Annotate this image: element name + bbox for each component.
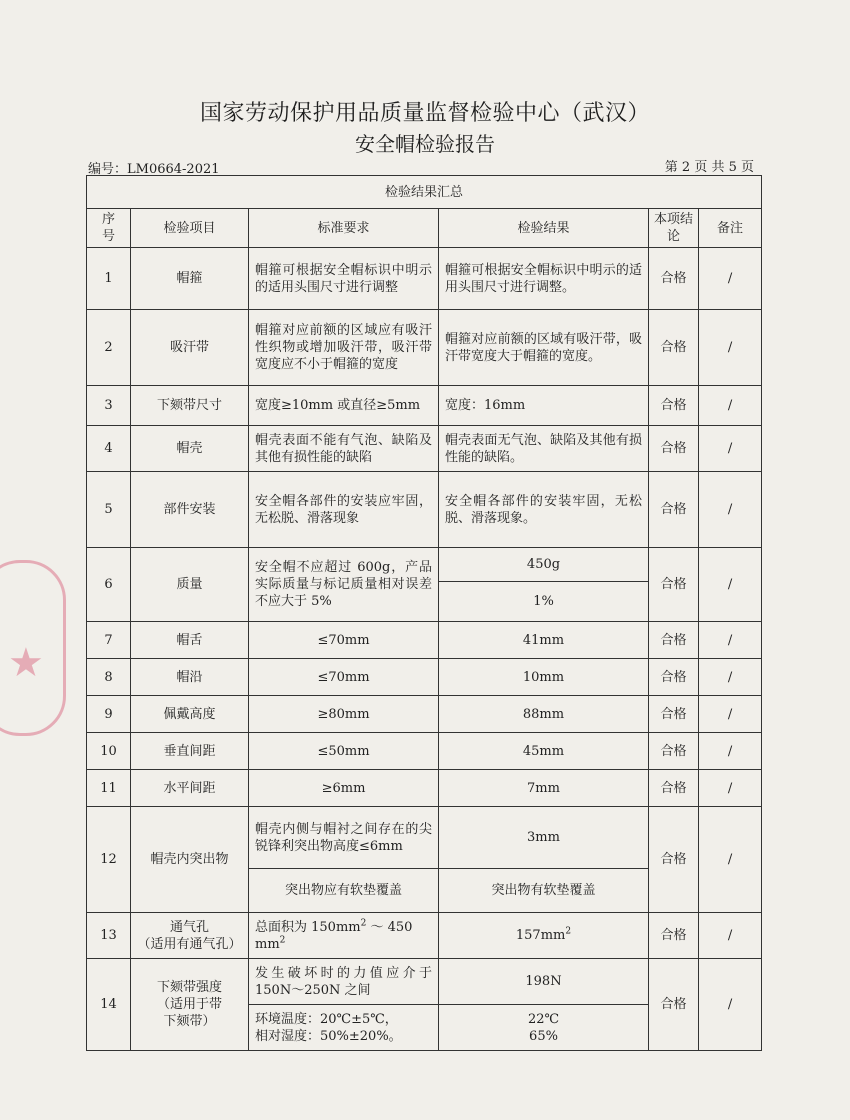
table-header-row <box>87 209 762 248</box>
row-conclusion: 合格 <box>649 548 699 622</box>
table-row <box>87 472 762 548</box>
report-number: 编号：LM0664-2021 <box>88 162 220 177</box>
table-row <box>87 386 762 426</box>
row-conclusion: 合格 <box>649 426 699 472</box>
row-conclusion: 合格 <box>649 807 699 913</box>
row-item <box>131 913 249 959</box>
row-conclusion: 合格 <box>649 913 699 959</box>
row-conclusion: 合格 <box>649 733 699 770</box>
result-temp: 22℃ <box>527 1011 560 1027</box>
row-standard-height: 帽壳内侧与帽衬之间存在的尖锐锋利突出物高度≤6mm <box>249 807 439 869</box>
row-item: 水平间距 <box>131 770 249 807</box>
row-conclusion: 合格 <box>649 696 699 733</box>
row-remark: / <box>699 807 762 913</box>
row-item: 帽箍 <box>131 248 249 310</box>
env-humidity: 相对湿度：50%±20%。 <box>255 1028 402 1044</box>
row-result: 帽壳表面无气泡、缺陷及其他有损性能的缺陷。 <box>439 426 649 472</box>
row-conclusion: 合格 <box>649 959 699 1051</box>
row-remark: / <box>699 248 762 310</box>
table-row <box>87 426 762 472</box>
row-item: 帽壳内突出物 <box>131 807 249 913</box>
row-standard: 安全帽各部件的安装应牢固，无松脱、滑落现象 <box>249 472 439 548</box>
row-remark: / <box>699 959 762 1051</box>
row-result: 10mm <box>439 659 649 696</box>
row-result: 帽箍可根据安全帽标识中明示的适用头围尺寸进行调整。 <box>439 248 649 310</box>
row-conclusion: 合格 <box>649 310 699 386</box>
row-no: 14 <box>87 959 131 1051</box>
report-title: 安全帽检验报告 <box>355 132 495 156</box>
row-standard: ≤50mm <box>249 733 439 770</box>
row-result: 41mm <box>439 622 649 659</box>
standard-area-mid: ～ 450 mm <box>255 919 413 952</box>
table-row <box>87 696 762 733</box>
table-row <box>87 770 762 807</box>
row-item: 垂直间距 <box>131 733 249 770</box>
table-row <box>87 659 762 696</box>
row-no: 11 <box>87 770 131 807</box>
row-item: 下颏带尺寸 <box>131 386 249 426</box>
row-standard <box>249 913 439 959</box>
row-result <box>439 913 649 959</box>
row-standard: 帽箍对应前额的区域应有吸汗性织物或增加吸汗带，吸汗带宽度应不小于帽箍的宽度 <box>249 310 439 386</box>
row-remark: / <box>699 733 762 770</box>
standard-area-pre: 总面积为 150mm <box>255 919 361 935</box>
row-item: 帽壳 <box>131 426 249 472</box>
row-no: 6 <box>87 548 131 622</box>
table-row <box>87 548 762 582</box>
row-conclusion: 合格 <box>649 770 699 807</box>
row-remark: / <box>699 913 762 959</box>
row-remark: / <box>699 696 762 733</box>
row-no: 2 <box>87 310 131 386</box>
sup-2: 2 <box>565 926 572 937</box>
row-no: 5 <box>87 472 131 548</box>
row-item: 部件安装 <box>131 472 249 548</box>
col-header-item: 检验项目 <box>131 209 249 248</box>
row-result-force: 198N <box>439 959 649 1005</box>
seal-star-icon: ★ <box>8 640 44 686</box>
row-remark: / <box>699 386 762 426</box>
row-conclusion: 合格 <box>649 248 699 310</box>
row-result-mass: 450g <box>439 548 649 582</box>
row-item: 帽沿 <box>131 659 249 696</box>
row-remark: / <box>699 659 762 696</box>
row-item: 佩戴高度 <box>131 696 249 733</box>
row-standard: ≤70mm <box>249 622 439 659</box>
result-area: 157mm <box>515 928 566 943</box>
sup-2: 2 <box>360 918 367 929</box>
row-no: 8 <box>87 659 131 696</box>
page-info: 第 2 页 共 5 页 <box>664 160 754 175</box>
row-standard: 帽箍可根据安全帽标识中明示的适用头围尺寸进行调整 <box>249 248 439 310</box>
table-row <box>87 807 762 869</box>
results-table <box>86 175 762 1051</box>
row-result: 7mm <box>439 770 649 807</box>
table-row <box>87 913 762 959</box>
row-no: 3 <box>87 386 131 426</box>
row-standard: ≥80mm <box>249 696 439 733</box>
row-remark: / <box>699 310 762 386</box>
row-standard-force: 发生破坏时的力值应介于150N～250N 之间 <box>249 959 439 1005</box>
row-remark: / <box>699 770 762 807</box>
row-no: 10 <box>87 733 131 770</box>
row-result-error: 1% <box>439 582 649 622</box>
row-item: 帽舌 <box>131 622 249 659</box>
row-result: 宽度：16mm <box>439 386 649 426</box>
row-result: 帽箍对应前额的区域有吸汗带，吸汗带宽度大于帽箍的宽度。 <box>439 310 649 386</box>
row-no: 13 <box>87 913 131 959</box>
row-conclusion: 合格 <box>649 659 699 696</box>
col-header-conclusion: 本项结论 <box>649 209 699 248</box>
summary-title: 检验结果汇总 <box>87 176 762 209</box>
row-remark: / <box>699 548 762 622</box>
row-no: 12 <box>87 807 131 913</box>
table-row <box>87 959 762 1005</box>
table-row <box>87 310 762 386</box>
row-item: 吸汗带 <box>131 310 249 386</box>
row-result-padding: 突出物有软垫覆盖 <box>439 869 649 913</box>
row-conclusion: 合格 <box>649 622 699 659</box>
row-result: 88mm <box>439 696 649 733</box>
row-standard: 宽度≥10mm 或直径≥5mm <box>249 386 439 426</box>
row-no: 4 <box>87 426 131 472</box>
row-item: 下颏带强度（适用于带下颏带） <box>131 959 249 1051</box>
row-result-env <box>439 1005 649 1051</box>
table-row <box>87 733 762 770</box>
row-result: 安全帽各部件的安装牢固，无松脱、滑落现象。 <box>439 472 649 548</box>
table-row <box>87 622 762 659</box>
col-header-result: 检验结果 <box>439 209 649 248</box>
table-row <box>87 248 762 310</box>
row-standard-padding: 突出物应有软垫覆盖 <box>249 869 439 913</box>
org-title: 国家劳动保护用品质量监督检验中心（武汉） <box>199 101 650 126</box>
row-result-height: 3mm <box>439 807 649 869</box>
row-item-note: （适用有通气孔） <box>137 936 242 952</box>
row-remark: / <box>699 622 762 659</box>
row-no: 7 <box>87 622 131 659</box>
row-remark: / <box>699 472 762 548</box>
row-no: 1 <box>87 248 131 310</box>
row-standard: 安全帽不应超过 600g，产品实际质量与标记质量相对误差不应大于 5% <box>249 548 439 622</box>
row-remark: / <box>699 426 762 472</box>
row-conclusion: 合格 <box>649 472 699 548</box>
col-header-no: 序号 <box>87 209 131 248</box>
row-standard: ≤70mm <box>249 659 439 696</box>
row-standard: ≥6mm <box>249 770 439 807</box>
row-result: 45mm <box>439 733 649 770</box>
row-standard: 帽壳表面不能有气泡、缺陷及其他有损性能的缺陷 <box>249 426 439 472</box>
col-header-standard: 标准要求 <box>249 209 439 248</box>
sup-2: 2 <box>279 935 286 946</box>
row-standard-env <box>249 1005 439 1051</box>
result-humidity: 65% <box>529 1028 558 1044</box>
row-item: 质量 <box>131 548 249 622</box>
env-temp: 环境温度：20℃±5℃， <box>255 1011 398 1027</box>
row-conclusion: 合格 <box>649 386 699 426</box>
row-no: 9 <box>87 696 131 733</box>
row-item-main: 通气孔 <box>169 919 209 935</box>
col-header-remark: 备注 <box>699 209 762 248</box>
